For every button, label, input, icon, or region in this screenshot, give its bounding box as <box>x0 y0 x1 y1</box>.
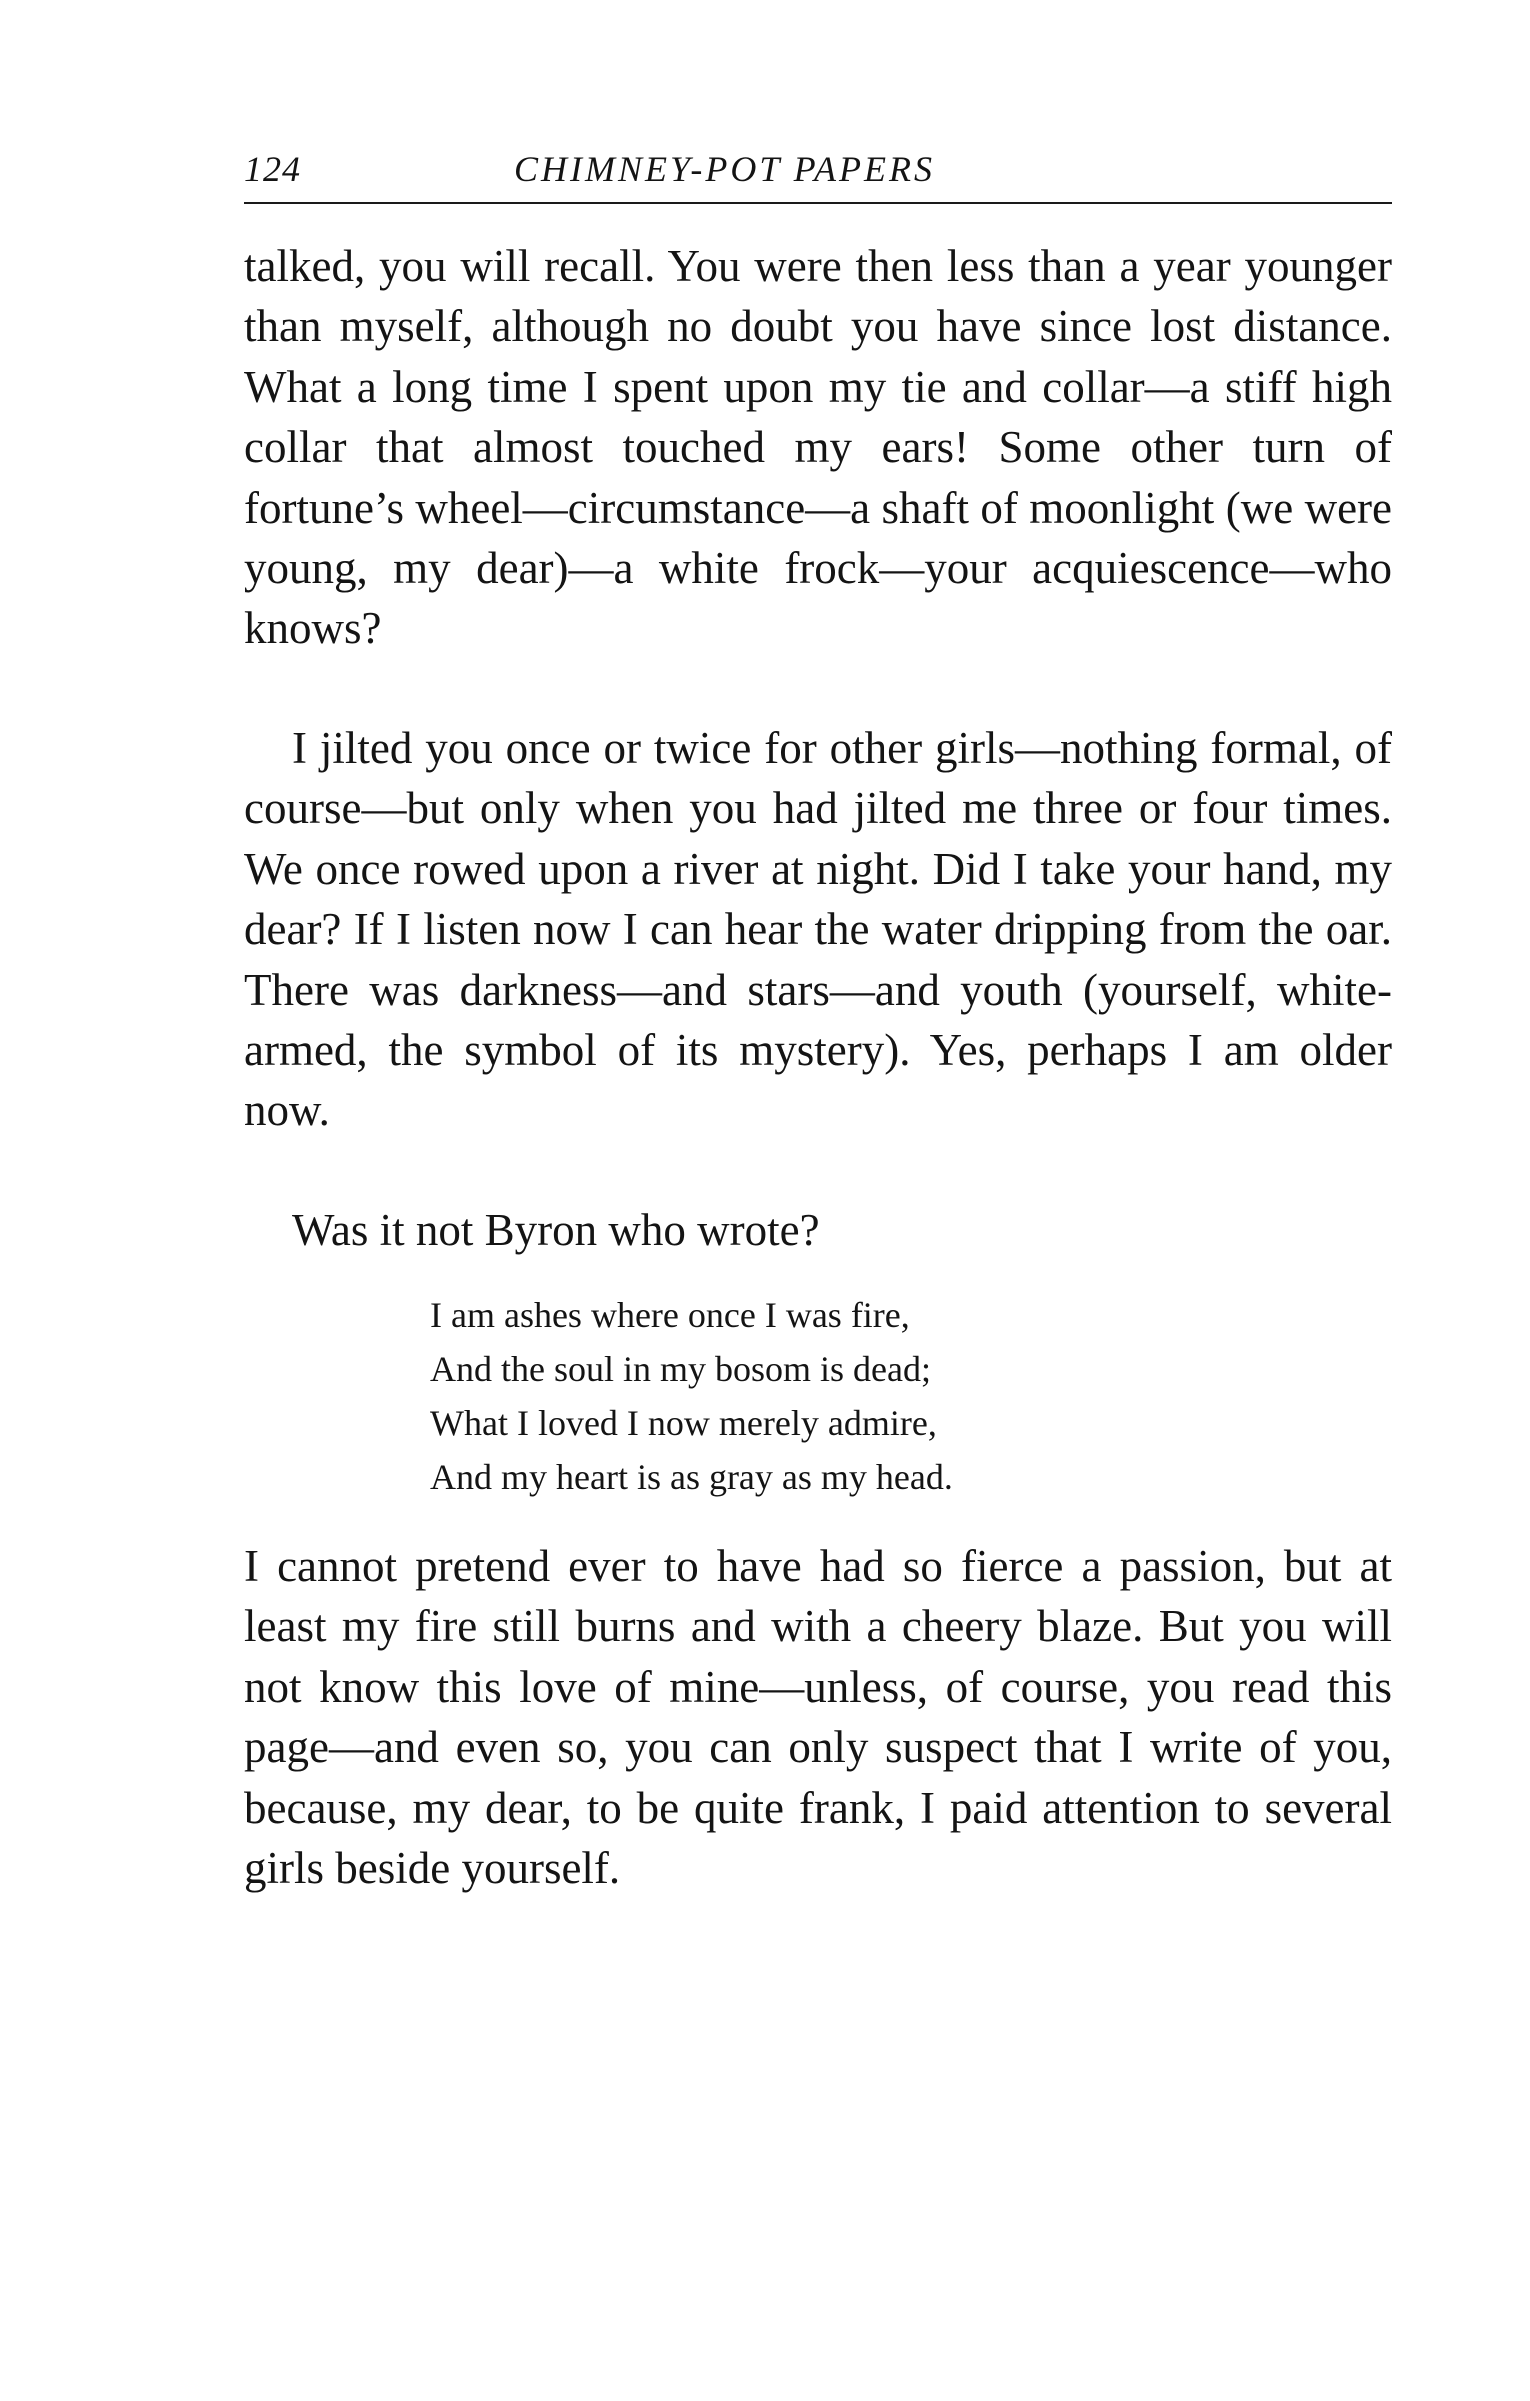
poem-quotation <box>430 1288 1230 1504</box>
paragraph-jilted: I jilted you once or twice for other girls—nothing formal, of course—but only when you had jilted me three or four times. We once rowed upon a river at night. Did I take your hand, my dear? If I listen now I can hear the water dripping from the oar. There was darkness—and stars—and youth (yourself, white-armed, the symbol of its mystery). Yes, perhaps I am older now. <box>244 723 1392 1136</box>
page-number: 124 <box>244 149 301 189</box>
poem-line: And my heart is as gray as my head. <box>430 1457 953 1497</box>
paragraph-continued: talked, you will recall. You were then less than a year younger than myself, although no doubt you have since lost distance. What a long time I spent upon my tie and collar—a stiff high collar that almost touched my ears! Some other turn of fortune’s wheel—circumstance—a shaft of moonlight (we were young, my dear)—a white frock—your acquiescence—who knows? <box>244 241 1392 654</box>
poem-line: And the soul in my bosom is dead; <box>430 1349 931 1389</box>
running-title: CHIMNEY-POT PAPERS <box>514 149 935 189</box>
page-header <box>244 142 1392 204</box>
paragraph-closing: I cannot pretend ever to have had so fierce a passion, but at least my fire still burns and with a cheery blaze. But you will not know this love of mine—unless, of course, you read this page—and even so, you can only suspect that I write of you, because, my dear, to be quite frank, I paid attention to several girls beside yourself. <box>244 1541 1392 1894</box>
poem-line: I am ashes where once I was fire, <box>430 1295 910 1335</box>
poem-line: What I loved I now merely admire, <box>430 1403 937 1443</box>
paragraph-byron-intro: Was it not Byron who wrote? <box>292 1205 820 1255</box>
